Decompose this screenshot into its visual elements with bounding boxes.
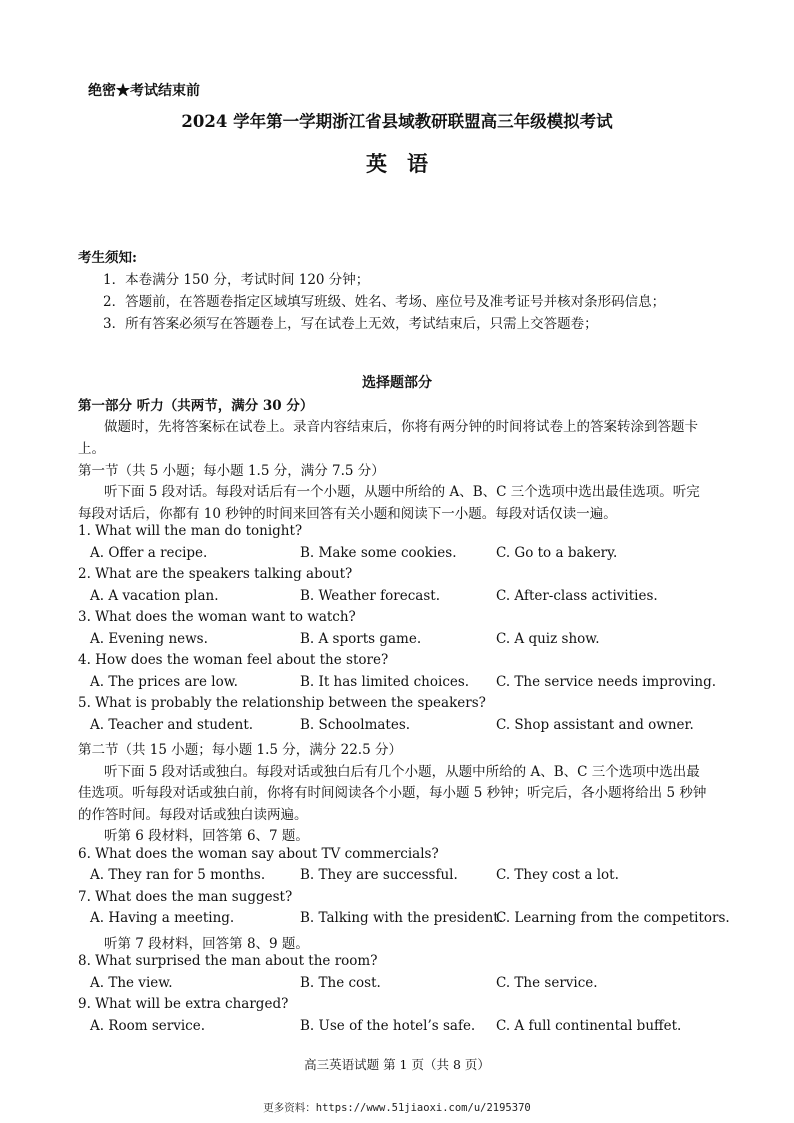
sec2-instruction-cont2: 的作答时间。每段对话或独白读两遍。 [78,807,308,823]
q6-option-c: C. They cost a lot. [496,867,619,883]
sec2-instruction: 听下面 5 段对话或独白。每段对话或独白后有几个小题，从题中所给的 A、B、C 三个选项中选出最 [104,764,700,780]
notice-item-3: 3．所有答案必须写在答题卷上，写在试卷上无效，考试结束后，只需上交答题卷； [103,316,598,332]
subject-title: 英语 [366,151,448,176]
q2-option-a: A. A vacation plan. [90,588,219,604]
sec1-instruction-cont: 每段对话后，你都有 10 秒钟的时间来回答有关小题和阅读下一小题。每段对话仅读一遍。 [78,506,617,522]
q3-option-a: A. Evening news. [90,631,208,647]
question-2: 2. What are the speakers talking about? [78,566,353,582]
material-6-label: 听第 6 段材料，回答第 6、7 题。 [104,828,309,844]
q1-option-c: C. Go to a bakery. [496,545,618,561]
question-8: 8. What surprised the man about the room? [78,953,378,969]
q7-option-a: A. Having a meeting. [90,910,235,926]
q9-option-a: A. Room service. [90,1018,206,1034]
q8-option-a: A. The view. [90,975,173,991]
page-footer: 高三英语试题 第 1 页（共 8 页） [304,1057,490,1072]
q4-option-c: C. The service needs improving. [496,674,717,690]
part1-instruction: 做题时，先将答案标在试卷上。录音内容结束后，你将有两分钟的时间将试卷上的答案转涂到答题卡 [104,419,698,435]
q8-option-b: B. The cost. [300,975,381,991]
part1-title: 第一部分 听力（共两节，满分 30 分） [78,398,314,414]
q4-option-a: A. The prices are low. [90,674,238,690]
q5-option-c: C. Shop assistant and owner. [496,717,694,733]
q7-option-c: C. Learning from the competitors. [496,910,730,926]
q6-option-b: B. They are successful. [300,867,458,883]
q8-option-c: C. The service. [496,975,598,991]
sec1-title: 第一节（共 5 小题；每小题 1.5 分，满分 7.5 分） [78,463,385,479]
q4-option-b: B. It has limited choices. [300,674,470,690]
q1-option-a: A. Offer a recipe. [90,545,208,561]
q9-option-c: C. A full continental buffet. [496,1018,682,1034]
q3-option-c: C. A quiz show. [496,631,600,647]
sec2-title: 第二节（共 15 小题；每小题 1.5 分，满分 22.5 分） [78,742,402,758]
q5-option-a: A. Teacher and student. [90,717,254,733]
sec1-instruction: 听下面 5 段对话。每段对话后有一个小题，从题中所给的 A、B、C 三个选项中选出最佳选项。听完 [104,484,700,500]
part1-instruction-cont: 上。 [78,441,105,457]
question-4: 4. How does the woman feel about the store? [78,652,389,668]
question-7: 7. What does the man suggest? [78,889,293,905]
q9-option-b: B. Use of the hotel’s safe. [300,1018,476,1034]
notice-item-1: 1．本卷满分 150 分，考试时间 120 分钟； [103,272,370,288]
q5-option-b: B. Schoolmates. [300,717,411,733]
q3-option-b: B. A sports game. [300,631,422,647]
question-3: 3. What does the woman want to watch? [78,609,356,625]
question-1: 1. What will the man do tonight? [78,523,303,539]
material-7-label: 听第 7 段材料，回答第 8、9 题。 [104,936,309,952]
source-link[interactable]: 更多资料：https://www.51jiaoxi.com/u/2195370 [263,1102,531,1114]
q1-option-b: B. Make some cookies. [300,545,457,561]
section-title: 选择题部分 [362,375,432,391]
question-5: 5. What is probably the relationship between the speakers? [78,695,486,711]
q6-option-a: A. They ran for 5 months. [90,867,266,883]
sec2-instruction-cont: 佳选项。听每段对话或独白前，你将有时间阅读各个小题，每小题 5 秒钟；听完后，各小题将给出 5 秒钟 [78,785,707,801]
q7-option-b: B. Talking with the president. [300,910,504,926]
notice-item-2: 2．答题前，在答题卷指定区域填写班级、姓名、考场、座位号及准考证号并核对条形码信息； [103,294,666,310]
question-9: 9. What will be extra charged? [78,996,289,1012]
question-6: 6. What does the woman say about TV commercials? [78,846,439,862]
exam-title: 2024 学年第一学期浙江省县域教研联盟高三年级模拟考试 [181,112,613,131]
notice-title: 考生须知: [78,250,137,266]
confidential-label: 绝密★考试结束前 [88,83,200,99]
q2-option-b: B. Weather forecast. [300,588,440,604]
q2-option-c: C. After-class activities. [496,588,658,604]
